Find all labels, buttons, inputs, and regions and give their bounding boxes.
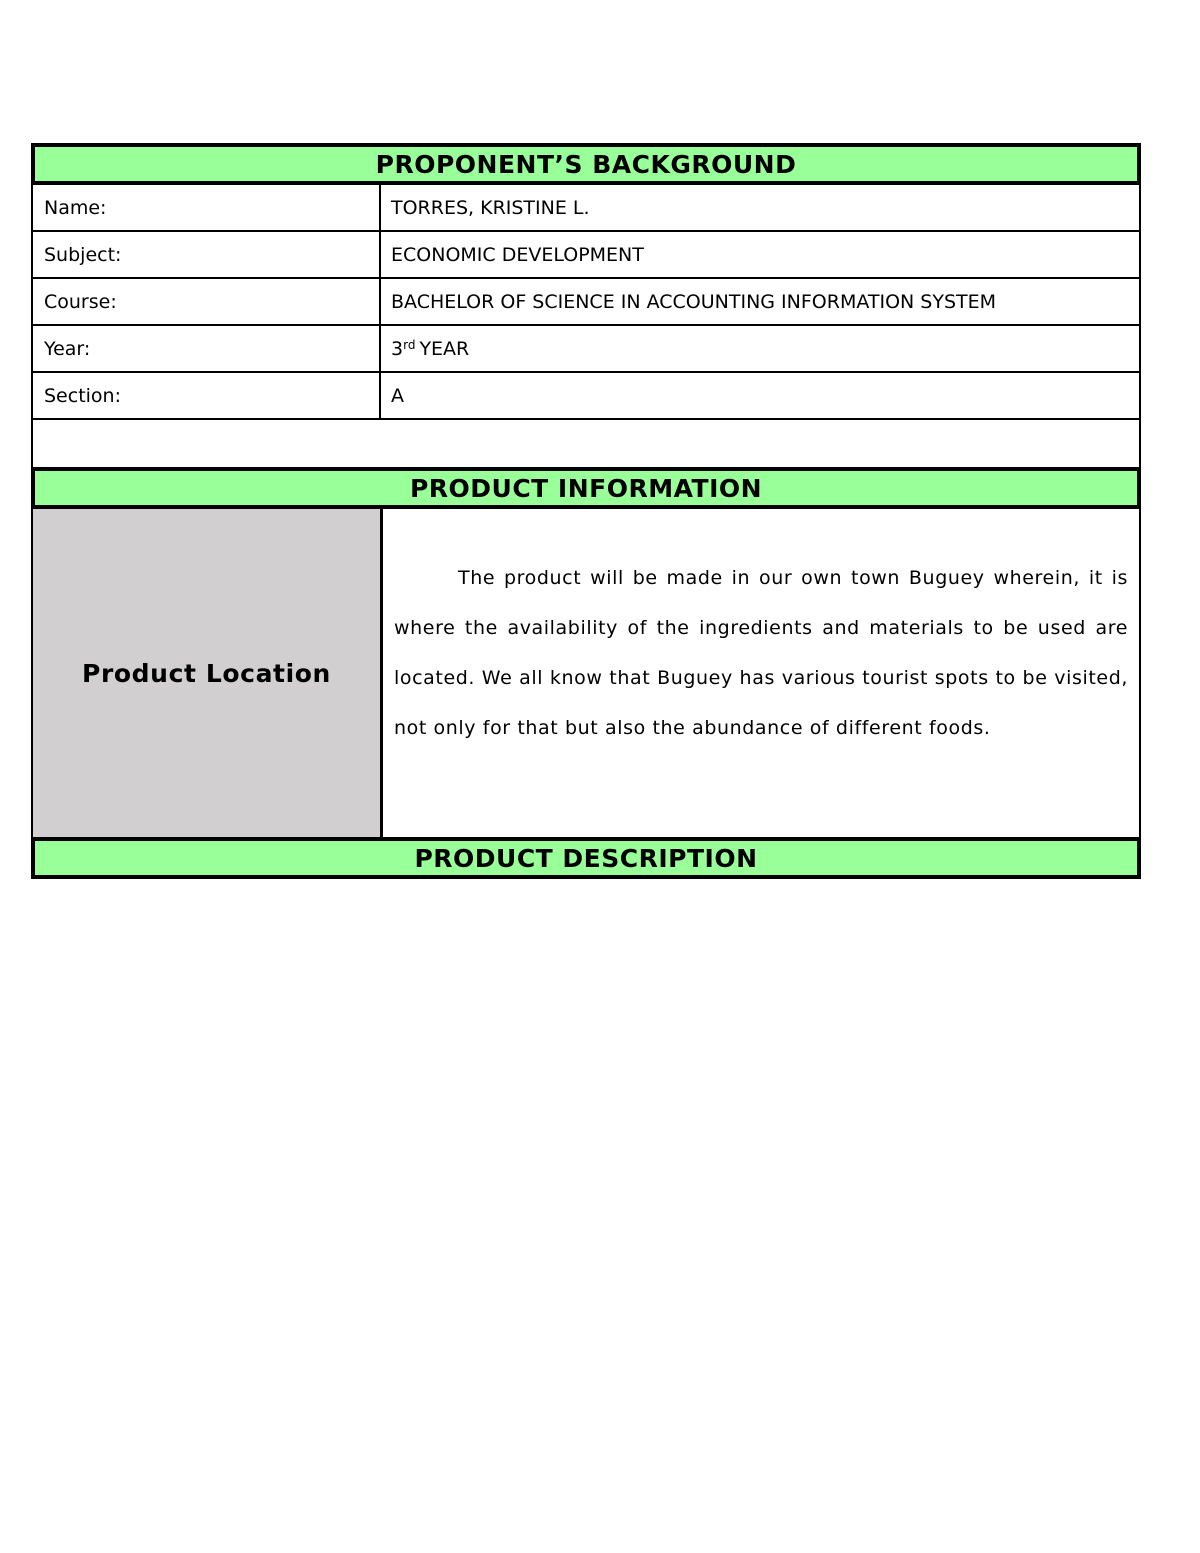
section-value: A <box>391 384 404 407</box>
info-row-course <box>31 279 1141 326</box>
course-label: Course: <box>33 279 381 324</box>
name-value: TORRES, KRISTINE L. <box>391 196 590 219</box>
section-label: Section: <box>33 373 381 418</box>
proponent-background-title: PROPONENT’S BACKGROUND <box>375 149 797 179</box>
product-information-title: PRODUCT INFORMATION <box>409 473 763 503</box>
product-information-header <box>31 467 1141 509</box>
document-table <box>31 143 1141 879</box>
empty-row <box>31 420 1141 467</box>
year-ordinal-suffix: rd <box>403 337 416 352</box>
name-label: Name: <box>33 185 381 230</box>
proponent-background-header <box>31 143 1141 185</box>
product-location-text: The product will be made in our own town Buguey wherein, it is where the availability of the ingredients and materials to be used are located. We all know that Buguey has various tourist spots to be visited, not only for that but also the abundance of different foods. <box>394 567 1128 739</box>
year-word: YEAR <box>419 337 470 360</box>
info-row-name <box>31 185 1141 232</box>
info-row-section <box>31 373 1141 420</box>
course-value: BACHELOR OF SCIENCE IN ACCOUNTING INFORMATION SYSTEM <box>391 290 997 313</box>
year-label: Year: <box>33 326 381 371</box>
subject-label: Subject: <box>33 232 381 277</box>
product-location-label: Product Location <box>33 509 383 837</box>
info-row-subject <box>31 232 1141 279</box>
product-description-title: PRODUCT DESCRIPTION <box>414 843 758 873</box>
subject-value: ECONOMIC DEVELOPMENT <box>391 243 644 266</box>
info-row-year <box>31 326 1141 373</box>
year-number: 3 <box>391 337 404 360</box>
product-description-header <box>31 837 1141 879</box>
year-value <box>381 326 1139 371</box>
product-location-row <box>31 509 1141 837</box>
